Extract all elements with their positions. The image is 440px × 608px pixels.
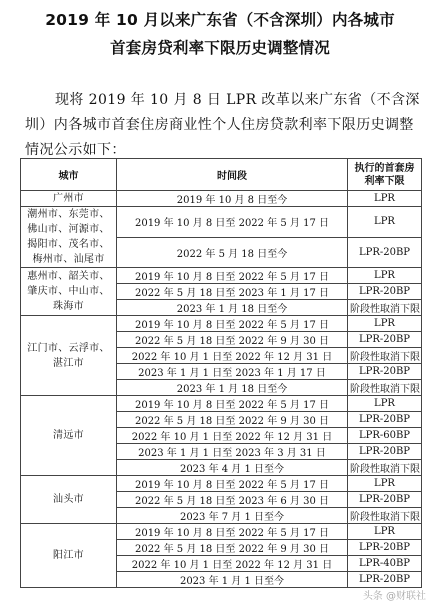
period-cell: 2022 年 10 月 1 日至 2022 年 12 月 31 日 <box>117 348 348 364</box>
rate-cell: LPR-60BP <box>348 428 422 444</box>
period-cell: 2023 年 4 月 1 日至今 <box>117 460 348 476</box>
city-cell: 江门市、云浮市、湛江市 <box>21 316 117 396</box>
table-row <box>21 207 422 238</box>
city-cell: 清远市 <box>21 396 117 476</box>
rate-cell: LPR-20BP <box>348 540 422 556</box>
table-row <box>21 191 422 207</box>
header-city: 城市 <box>21 159 117 191</box>
rate-history-table <box>20 158 422 588</box>
period-cell: 2019 年 10 月 8 日至 2022 年 5 月 17 日 <box>117 268 348 284</box>
rate-cell: LPR-20BP <box>348 412 422 428</box>
rate-cell: 阶段性取消下限 <box>348 300 422 316</box>
rate-cell: LPR-20BP <box>348 444 422 460</box>
period-cell: 2019 年 10 月 8 日至今 <box>117 191 348 207</box>
period-cell: 2023 年 1 月 1 日至 2023 年 1 月 17 日 <box>117 364 348 380</box>
period-cell: 2022 年 10 月 1 日至 2022 年 12 月 31 日 <box>117 428 348 444</box>
table-header-row <box>21 159 422 191</box>
rate-cell: LPR <box>348 524 422 540</box>
period-cell: 2022 年 5 月 18 日至 2022 年 9 月 30 日 <box>117 540 348 556</box>
period-cell: 2019 年 10 月 8 日至 2022 年 5 月 17 日 <box>117 396 348 412</box>
period-cell: 2023 年 1 月 18 日至今 <box>117 300 348 316</box>
table-row <box>21 476 422 492</box>
rate-cell: LPR <box>348 476 422 492</box>
period-cell: 2022 年 5 月 18 日至今 <box>117 237 348 268</box>
period-cell: 2022 年 5 月 18 日至 2022 年 9 月 30 日 <box>117 332 348 348</box>
rate-cell: LPR-20BP <box>348 364 422 380</box>
watermark: 头条 @财联社 <box>362 591 426 602</box>
period-cell: 2023 年 1 月 18 日至今 <box>117 380 348 396</box>
city-cell: 阳江市 <box>21 524 117 588</box>
rate-cell: LPR <box>348 268 422 284</box>
period-cell: 2023 年 1 月 1 日至今 <box>117 572 348 588</box>
period-cell: 2019 年 10 月 8 日至 2022 年 5 月 17 日 <box>117 316 348 332</box>
rate-cell: 阶段性取消下限 <box>348 508 422 524</box>
rate-cell: LPR-40BP <box>348 556 422 572</box>
rate-cell: LPR-20BP <box>348 572 422 588</box>
period-cell: 2019 年 10 月 8 日至 2022 年 5 月 17 日 <box>117 524 348 540</box>
rate-cell: LPR-20BP <box>348 284 422 300</box>
period-cell: 2019 年 10 月 8 日至 2022 年 5 月 17 日 <box>117 207 348 238</box>
rate-cell: 阶段性取消下限 <box>348 460 422 476</box>
period-cell: 2019 年 10 月 8 日至 2022 年 5 月 17 日 <box>117 476 348 492</box>
rate-cell: 阶段性取消下限 <box>348 348 422 364</box>
city-cell: 广州市 <box>21 191 117 207</box>
rate-cell: LPR-20BP <box>348 237 422 268</box>
rate-cell: 阶段性取消下限 <box>348 380 422 396</box>
header-period: 时间段 <box>117 159 348 191</box>
table-row <box>21 524 422 540</box>
table-row <box>21 396 422 412</box>
rate-cell: LPR <box>348 396 422 412</box>
rate-cell: LPR <box>348 191 422 207</box>
period-cell: 2022 年 5 月 18 日至 2023 年 1 月 17 日 <box>117 284 348 300</box>
rate-cell: LPR-20BP <box>348 492 422 508</box>
period-cell: 2023 年 1 月 1 日至 2023 年 3 月 31 日 <box>117 444 348 460</box>
city-cell: 汕头市 <box>21 476 117 524</box>
period-cell: 2022 年 10 月 1 日至 2022 年 12 月 31 日 <box>117 556 348 572</box>
header-rate: 执行的首套房利率下限 <box>348 159 422 191</box>
table-body <box>21 191 422 588</box>
table-row <box>21 268 422 284</box>
period-cell: 2023 年 7 月 1 日至今 <box>117 508 348 524</box>
intro-paragraph: 现将 2019 年 10 月 8 日 LPR 改革以来广东省（不含深圳）内各城市首套住房商业性个人住房贷款利率下限历史调整情况公示如下： <box>25 92 420 158</box>
city-cell: 潮州市、东莞市、佛山市、河源市、揭阳市、茂名市、梅州市、汕尾市 <box>21 207 117 268</box>
period-cell: 2022 年 5 月 18 日至 2023 年 6 月 30 日 <box>117 492 348 508</box>
document-title-line1: 2019 年 10 月以来广东省（不含深圳）内各城市 <box>45 11 395 29</box>
table-row <box>21 316 422 332</box>
document-title-line2: 首套房贷利率下限历史调整情况 <box>110 39 330 57</box>
period-cell: 2022 年 5 月 18 日至 2022 年 9 月 30 日 <box>117 412 348 428</box>
rate-cell: LPR <box>348 316 422 332</box>
rate-cell: LPR-20BP <box>348 332 422 348</box>
city-cell: 惠州市、韶关市、肇庆市、中山市、珠海市 <box>21 268 117 316</box>
rate-cell: LPR <box>348 207 422 238</box>
